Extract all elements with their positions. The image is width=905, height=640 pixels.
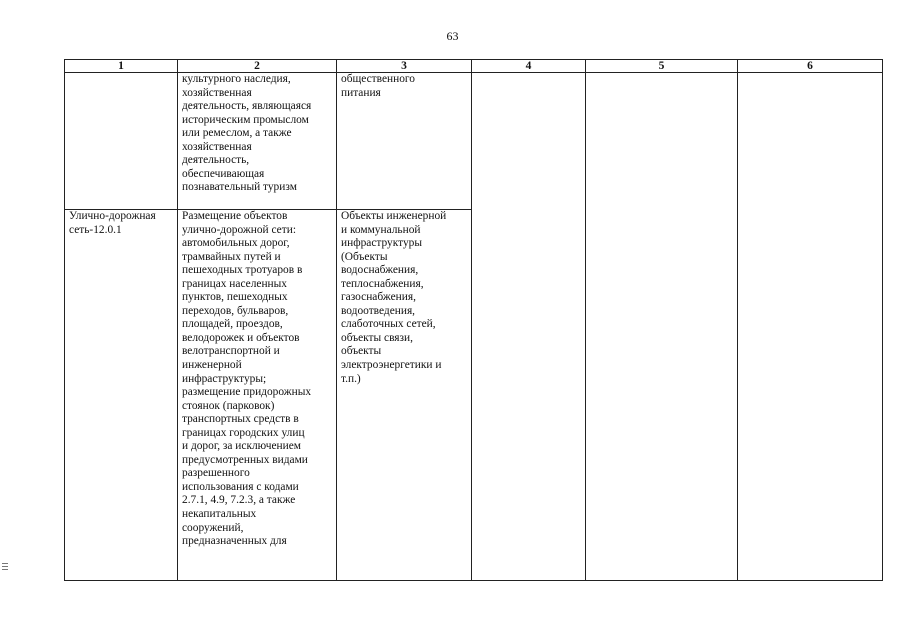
table-cell bbox=[337, 210, 472, 581]
table-cell bbox=[337, 73, 472, 210]
table-row bbox=[65, 73, 883, 210]
page-number: 63 bbox=[446, 29, 459, 43]
table-cell bbox=[738, 73, 883, 581]
cell-text: Улично-дорожная сеть-12.0.1 bbox=[69, 210, 156, 236]
table-cell bbox=[65, 210, 178, 581]
cell-text: культурного наследия, хозяйственная деятельность, являющаяся историческим промыслом или ремеслом, а также хозяйственная деятельность, обеспечивающая познавательный туризм bbox=[182, 73, 312, 194]
regulations-table bbox=[64, 59, 883, 581]
margin-line bbox=[2, 569, 8, 570]
table-cell bbox=[65, 73, 178, 210]
column-header-1: 1 bbox=[65, 60, 178, 73]
column-header-2: 2 bbox=[178, 60, 337, 73]
margin-line bbox=[2, 566, 8, 567]
table-cell bbox=[586, 73, 738, 581]
cell-text: общественного питания bbox=[341, 73, 415, 99]
cell-text: Объекты инженерной и коммунальной инфраструктуры (Объекты водоснабжения, теплоснабжения, газоснабжения, водоотведения, слаботочных сетей, объекты связи, объекты электроэнергетики и т.п.) bbox=[341, 210, 447, 385]
margin-line bbox=[2, 563, 8, 564]
table-cell bbox=[178, 210, 337, 581]
cell-text: Размещение объектов улично-дорожной сети: автомобильных дорог, трамвайных путей и пешеходных тротуаров в границах населенных пунктов, пешеходных переходов, бульваров, площадей, проездов, велодорожек и объектов велотранспортной и инженерной инфраструктуры; размещение придорожных стоянок (парковок) транспортных средств в границах городских улиц и дорог, за исключением предусмотренных видами разрешенного использования с кодами 2.7.1, 4.9, 7.2.3, а также некапитальных сооружений, предназначенных для bbox=[182, 210, 312, 548]
column-header-3: 3 bbox=[337, 60, 472, 73]
header-row bbox=[65, 60, 883, 73]
column-header-4: 4 bbox=[472, 60, 586, 73]
table-cell bbox=[472, 73, 586, 581]
column-header-5: 5 bbox=[586, 60, 738, 73]
table-cell bbox=[178, 73, 337, 210]
scan-margin-mark bbox=[2, 563, 8, 577]
column-header-6: 6 bbox=[738, 60, 883, 73]
